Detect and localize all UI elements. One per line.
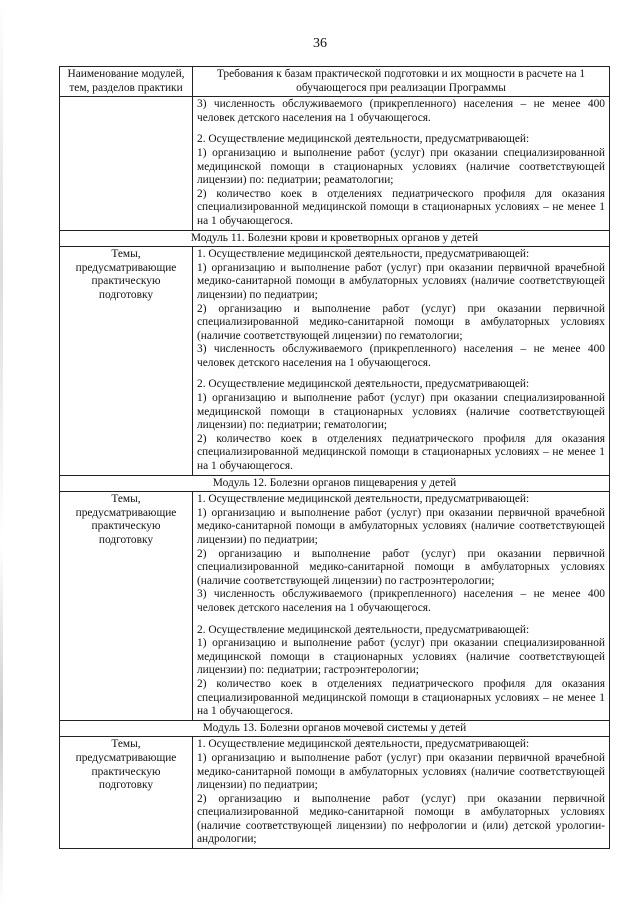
scan-edge (0, 0, 3, 906)
paragraph: 1) организацию и выполнение работ (услуг) при оказании специализированной медицинской помощи в стационарных условиях (наличие соответствующей лицензии) по: педиатрии; реаматологии; (197, 146, 605, 187)
header-col-modules: Наименование модулей, тем, разделов практики (60, 67, 193, 97)
paragraph: 1) организацию и выполнение работ (услуг) при оказании первичной врачебной медико-санитарной помощи в амбулаторных условиях (наличие соответствующей лицензии) по педиатрии; (197, 506, 605, 546)
module-title-row (60, 230, 610, 247)
requirements-table (59, 66, 610, 849)
table-row (60, 492, 610, 721)
topic-cell: Темы, предусматривающие практическую подготовку (60, 492, 193, 721)
paragraph: 2. Осуществление медицинской деятельности, предусматривающей: (197, 378, 530, 391)
paragraph: 1) организацию и выполнение работ (услуг) при оказании специализированной медицинской помощи в стационарных условиях (наличие соответствующей лицензии) по: педиатрии; гематологии; (197, 392, 605, 432)
paragraph: 2) количество коек в отделениях педиатрического профиля для оказания специализированной медицинской помощи в стационарных условиях – не менее 1 на 1 обучающегося. (197, 432, 605, 473)
page-number: 36 (313, 36, 327, 51)
paragraph: 1. Осуществление медицинской деятельности, предусматривающей: (197, 738, 530, 751)
header-col-requirements: Требования к базам практической подготовки и их мощности в расчете на 1 обучающегося при реализации Программы (193, 67, 610, 97)
module-title-row (60, 720, 610, 737)
empty-cell (60, 97, 193, 230)
module-title: Модуль 12. Болезни органов пищеварения у детей (60, 475, 610, 492)
paragraph: 2) организацию и выполнение работ (услуг) при оказании первичной специализированной медико-санитарной помощи в амбулаторных условиях (наличие соответствующей лицензии) по гематологии; (197, 302, 605, 342)
table-row (60, 737, 610, 849)
topic-cell: Темы, предусматривающие практическую подготовку (60, 737, 193, 849)
module-title: Модуль 13. Болезни органов мочевой системы у детей (60, 720, 610, 737)
paragraph: 2. Осуществление медицинской деятельности, предусматривающей: (197, 133, 530, 146)
paragraph: 1. Осуществление медицинской деятельности, предусматривающей: (197, 493, 530, 506)
paragraph: 1) организацию и выполнение работ (услуг) при оказании первичной врачебной медико-санитарной помощи в амбулаторных условиях (наличие соответствующей лицензии) по педиатрии; (197, 261, 605, 301)
paragraph: 1. Осуществление медицинской деятельности, предусматривающей: (197, 248, 530, 261)
paragraph: 3) численность обслуживаемого (прикрепленного) населения – не менее 400 человек детского населения на 1 обучающегося. (197, 343, 605, 369)
paragraph: 1) организацию и выполнение работ (услуг) при оказании специализированной медицинской помощи в стационарных условиях (наличие соответствующей лицензии) по: педиатрии; гастроэнтерологии; (197, 637, 605, 677)
topic-cell: Темы, предусматривающие практическую подготовку (60, 247, 193, 476)
module-title-row (60, 475, 610, 492)
table-header-row (60, 67, 610, 97)
paragraph: 3) численность обслуживаемого (прикрепленного) населения – не менее 400 человек детского населения на 1 обучающегося. (197, 98, 605, 124)
requirements-cell (193, 737, 610, 849)
paragraph: 2) организацию и выполнение работ (услуг) при оказании первичной специализированной медико-санитарной помощи в амбулаторных условиях (наличие соответствующей лицензии) по нефрологии и (или) детской урологии-андрологии; (197, 792, 605, 846)
table-row (60, 247, 610, 476)
requirements-cell (193, 97, 610, 230)
paragraph: 2) количество коек в отделениях педиатрического профиля для оказания специализированной медицинской помощи в стационарных условиях – не менее 1 на 1 обучающегося. (197, 187, 605, 227)
paragraph: 3) численность обслуживаемого (прикрепленного) населения – не менее 400 человек детского населения на 1 обучающегося. (197, 588, 605, 614)
paragraph: 2) количество коек в отделениях педиатрического профиля для оказания специализированной медицинской помощи в стационарных условиях – не менее 1 на 1 обучающегося. (197, 677, 605, 718)
table-row (60, 97, 610, 230)
requirements-cell (193, 492, 610, 721)
module-title: Модуль 11. Болезни крови и кроветворных органов у детей (60, 230, 610, 247)
requirements-cell (193, 247, 610, 476)
paragraph: 2. Осуществление медицинской деятельности, предусматривающей: (197, 623, 530, 636)
paragraph: 1) организацию и выполнение работ (услуг) при оказании первичной врачебной медико-санитарной помощи в амбулаторных условиях (наличие соответствующей лицензии) по педиатрии; (197, 751, 605, 792)
paragraph: 2) организацию и выполнение работ (услуг) при оказании первичной специализированной медико-санитарной помощи в амбулаторных условиях (наличие соответствующей лицензии) по гастроэнтерологии; (197, 547, 605, 587)
